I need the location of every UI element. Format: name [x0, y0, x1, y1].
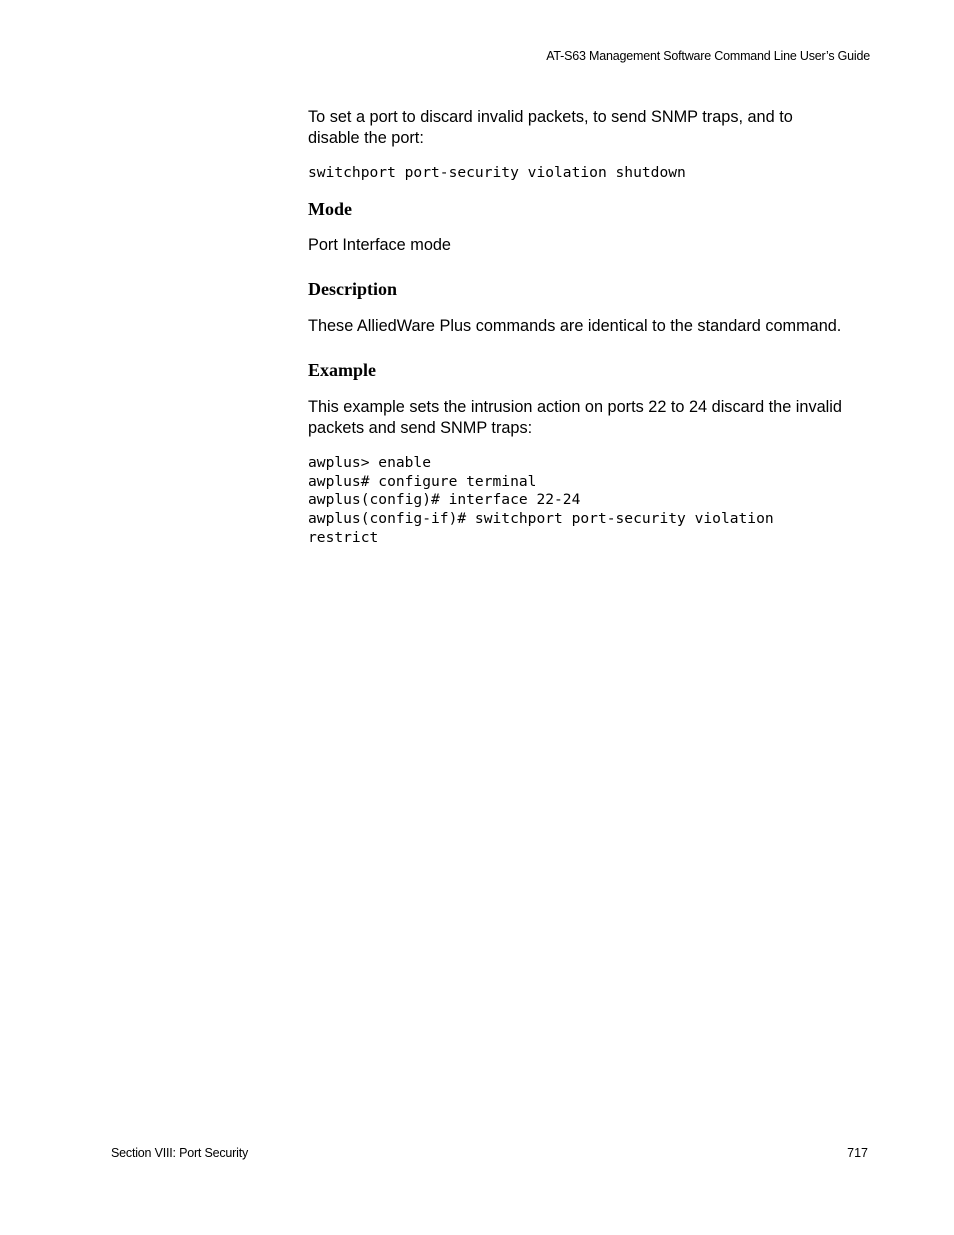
example-text: This example sets the intrusion action on ports 22 to 24 discard the invalid packets and send SNMP traps: — [308, 397, 842, 437]
description-heading: Description — [308, 278, 397, 299]
intro-paragraph: To set a port to discard invalid packets, to send SNMP traps, and to disable the port: — [308, 108, 793, 147]
mode-heading: Mode — [308, 198, 352, 219]
footer-section-title: Section VIII: Port Security — [111, 1146, 249, 1160]
example-code-block — [308, 454, 874, 548]
running-header-title: AT-S63 Management Software Command Line User’s Guide — [546, 49, 870, 63]
mode-text: Port Interface mode — [308, 235, 451, 254]
page-content — [308, 107, 874, 548]
example-code-line: awplus(config)# interface 22-24 — [308, 491, 581, 509]
intro-code-line: switchport port-security violation shutdown — [308, 164, 686, 181]
example-code-line: restrict — [308, 528, 379, 546]
example-code-line: awplus# configure terminal — [308, 472, 537, 490]
example-heading: Example — [308, 359, 377, 380]
example-code-line: awplus(config-if)# switchport port-security violation — [308, 510, 774, 528]
footer-page-number: 717 — [847, 1146, 868, 1160]
example-code-line: awplus> enable — [308, 453, 432, 471]
description-text: These AlliedWare Plus commands are identical to the standard command. — [308, 316, 842, 335]
